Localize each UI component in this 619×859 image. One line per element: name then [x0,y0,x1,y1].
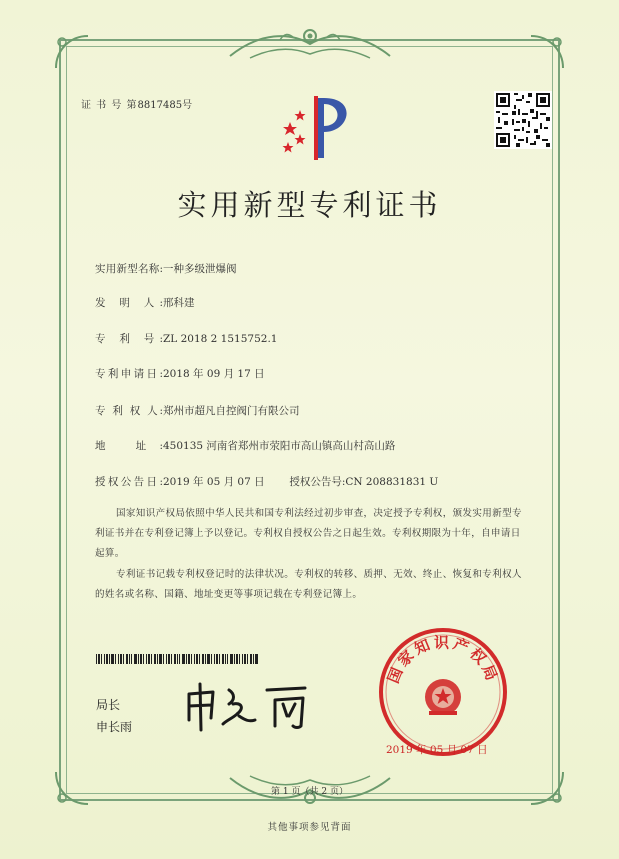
field-value: 450135 河南省郑州市荥阳市高山镇高山村高山路 [163,440,396,452]
field-label: 专 利 权 人: [95,405,163,417]
field-value: 郑州市超凡自控阀门有限公司 [163,405,300,417]
grant-number-label: 授权公告号: [289,476,346,488]
field-label: 发 明 人: [95,297,163,309]
legal-paragraph-1 [95,504,530,564]
field-value: 2018 年 09 月 17 日 [163,368,265,380]
seal-date: 2019 年 05 月 07 日 [386,744,488,756]
certificate-number [81,96,193,111]
barcode [96,654,258,664]
grant-number-value: CN 208831831 U [345,476,439,488]
legal-paragraph-2 [95,565,530,605]
field-patentee [95,403,300,418]
svg-text:国家知识产权局: 国家知识产权局 [384,633,502,686]
grant-date-value: 2019 年 05 月 07 日 [163,476,265,488]
corner-ornament-top-right [527,32,567,72]
patent-office-logo [280,92,362,162]
footer-note: 其他事项参见背面 [267,822,352,833]
director-name: 申长雨 [96,720,133,734]
field-value: ZL 2018 2 1515752.1 [163,333,278,345]
field-label: 实用新型名称: [95,263,163,275]
qr-code [494,91,552,149]
field-address [95,438,395,453]
field-label: 地 址: [95,440,163,452]
field-application-date [95,366,265,381]
field-inventor [95,295,195,310]
top-ornament [220,22,400,66]
official-seal [376,625,510,759]
field-patent-number [95,331,277,346]
field-label: 专利申请日: [95,368,163,380]
legal-paragraph-text: 国家知识产权局依照中华人民共和国专利法经过初步审查，决定授予专利权，颁发实用新型专利证书并在专利登记簿上予以登记。专利权自授权公告之日起生效。专利权期限为十年，自申请日起算。 [95,508,522,559]
director-role: 局长 [96,698,121,712]
certificate-number-label: 证 书 号 第 [81,100,138,111]
field-value: 邢科建 [163,297,195,309]
director-signature [183,680,318,732]
certificate-number-value: 8817485 [137,100,183,111]
corner-ornament-top-left [52,32,92,72]
page-indicator: 第 1 页（共 2 页） [271,787,348,797]
field-label: 专 利 号: [95,333,163,345]
grant-date-label: 授权公告日: [95,476,163,488]
field-value: 一种多级泄爆阀 [163,263,237,275]
field-grant [95,474,438,489]
field-utility-model-name [95,261,237,276]
legal-paragraph-text: 专利证书记载专利权登记时的法律状况。专利权的转移、质押、无效、终止、恢复和专利权人的姓名或名称、国籍、地址变更等事项记载在专利登记簿上。 [95,569,522,600]
certificate-number-suffix: 号 [182,100,194,111]
certificate-title: 实用新型专利证书 [177,188,442,222]
